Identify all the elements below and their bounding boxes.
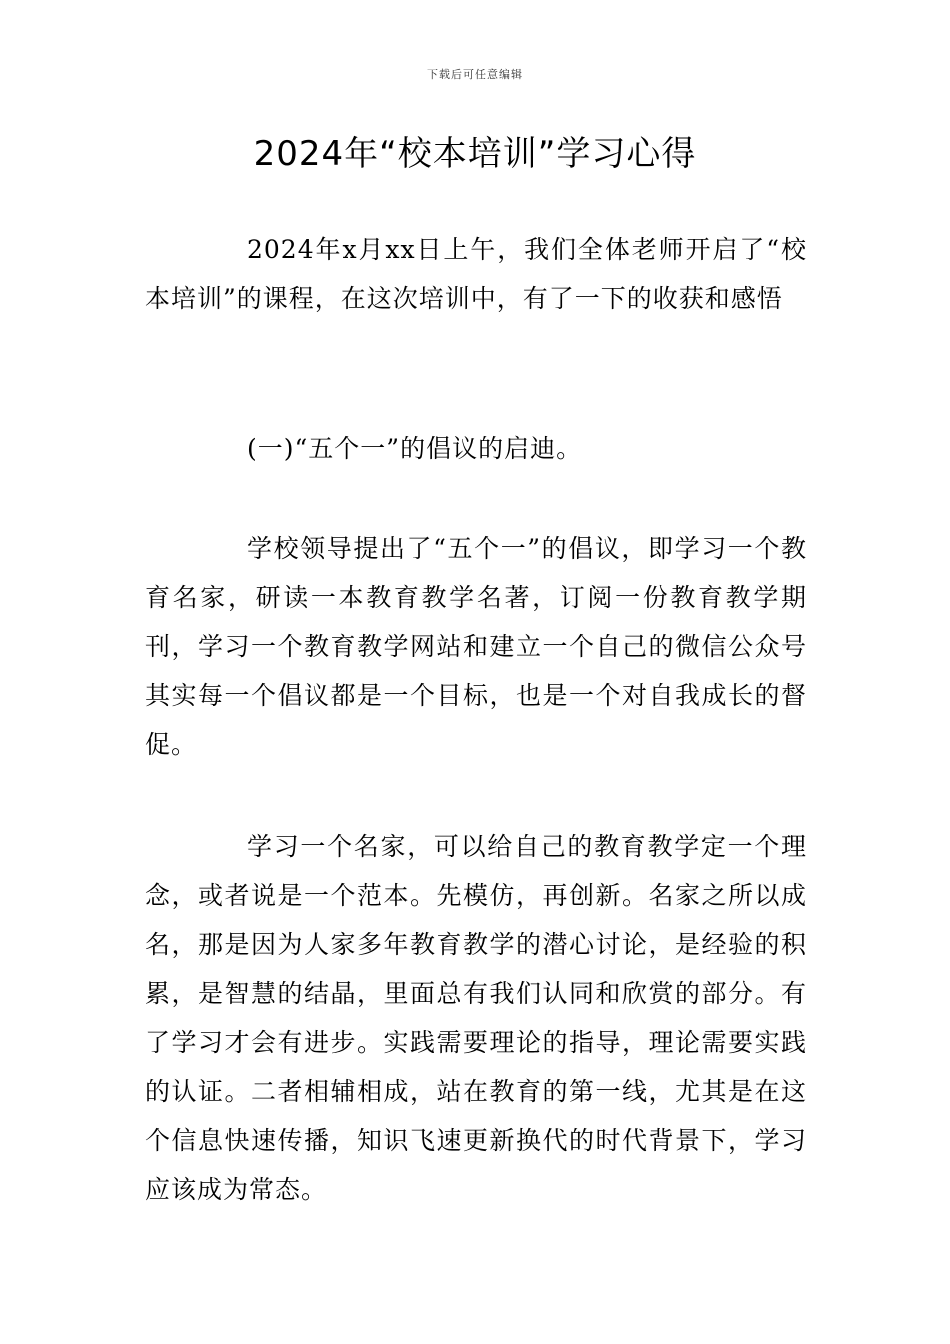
header-note: 下载后可任意编辑 [427,68,523,81]
section-heading: (一)“五个一”的倡议的启迪。 [247,434,583,463]
intro-paragraph: 2024年x月xx日上午，我们全体老师开启了“校本培训”的课程，在这次培训中，有了一下的收获和感悟 [145,235,807,313]
body-paragraph-1: 学校领导提出了“五个一”的倡议，即学习一个教育名家，研读一本教育教学名著，订阅一份教育教学期刊，学习一个教育教学网站和建立一个自己的微信公众号其实每一个倡议都是一个目标，也是一个对自我成长的督促。 [145,534,807,759]
document-title: 2024年“校本培训”学习心得 [253,134,697,174]
body-paragraph-2: 学习一个名家，可以给自己的教育教学定一个理念，或者说是一个范本。先模仿，再创新。名家之所以成名，那是因为人家多年教育教学的潜心讨论，是经验的积累，是智慧的结晶，里面总有我们认同和欣赏的部分。有了学习才会有进步。实践需要理论的指导，理论需要实践的认证。二者相辅相成，站在教育的第一线，尤其是在这个信息快速传播，知识飞速更新换代的时代背景下，学习应该成为常态。 [145,832,807,1204]
